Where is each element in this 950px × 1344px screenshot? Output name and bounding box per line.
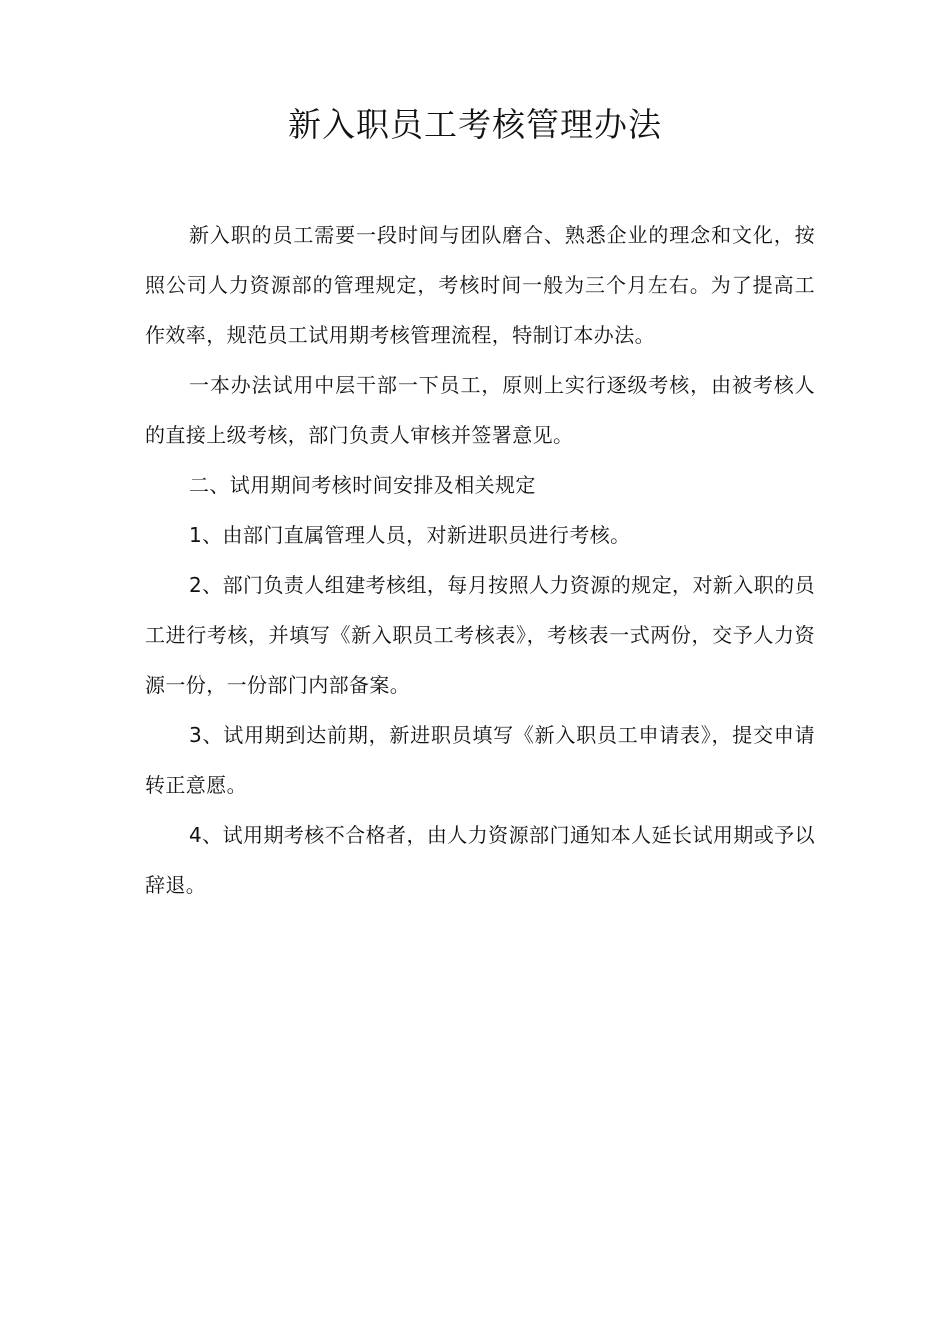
list-item-3: 3、试用期到达前期，新进职员填写《新入职员工申请表》，提交申请转正意愿。 <box>145 723 815 797</box>
section-heading-schedule: 二、试用期间考核时间安排及相关规定 <box>189 473 536 497</box>
document-body <box>145 210 815 910</box>
list-item-4: 4、试用期考核不合格者，由人力资源部门通知本人延长试用期或予以辞退。 <box>145 823 815 897</box>
document-title: 新入职员工考核管理办法 <box>288 105 662 144</box>
paragraph-intro: 新入职的员工需要一段时间与团队磨合、熟悉企业的理念和文化，按照公司人力资源部的管理规定，考核时间一般为三个月左右。为了提高工作效率，规范员工试用期考核管理流程，特制订本办法。 <box>145 223 815 347</box>
paragraph-scope: 一本办法试用中层干部一下员工，原则上实行逐级考核，由被考核人的直接上级考核，部门负责人审核并签署意见。 <box>145 373 815 447</box>
list-item-1: 1、由部门直属管理人员，对新进职员进行考核。 <box>189 523 631 547</box>
list-item-2: 2、部门负责人组建考核组，每月按照人力资源的规定，对新入职的员工进行考核，并填写《新入职员工考核表》，考核表一式两份，交予人力资源一份，一份部门内部备案。 <box>145 573 815 697</box>
